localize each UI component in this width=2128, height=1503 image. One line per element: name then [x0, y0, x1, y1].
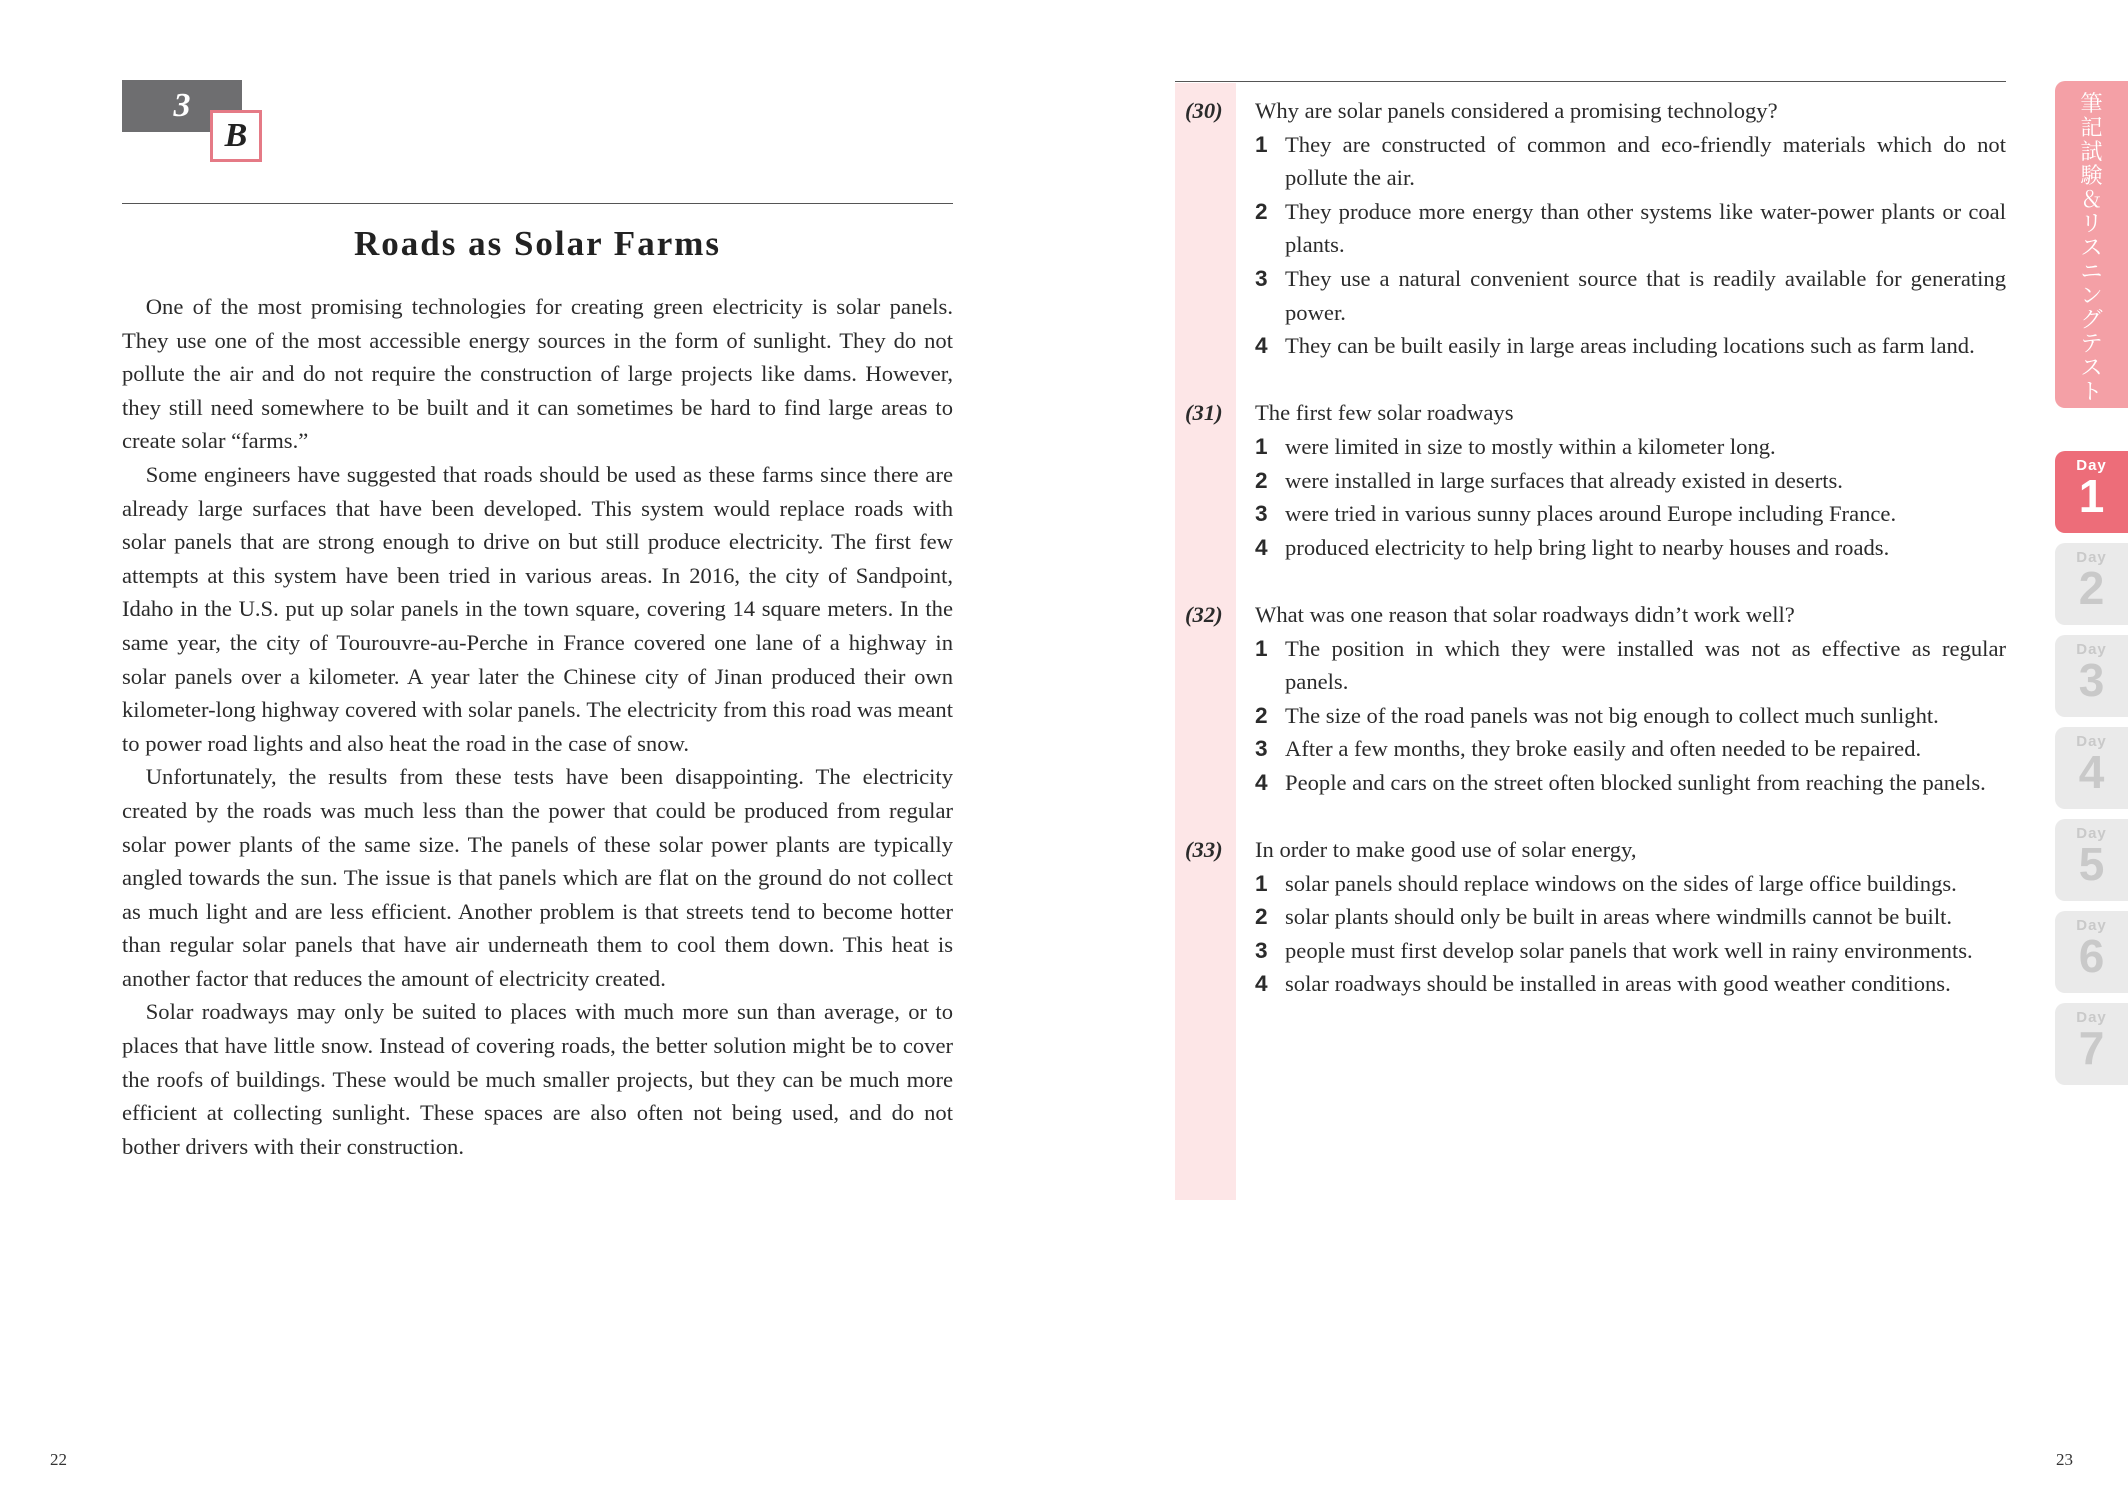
day-tab-label: Day [2076, 825, 2107, 842]
option-text: produced electricity to help bring light to nearby houses and roads. [1285, 534, 1890, 560]
answer-option[interactable] [1255, 497, 2006, 531]
option-number: 4 [1255, 534, 1268, 560]
option-number: 3 [1255, 501, 1268, 527]
article-paragraph: Solar roadways may only be suited to places with much more sun than average, or to places that have little snow. Instead of covering roads, the better solution might be to cover the roofs of buildings. These would be much smaller projects, but they can be much more efficient at collecting sunlight. These spaces are also often not being used, and do not bother drivers with their construction. [122, 999, 953, 1159]
day-tab-3[interactable] [2055, 635, 2128, 717]
day-tab-5[interactable] [2055, 819, 2128, 901]
option-number: 3 [1255, 265, 1268, 291]
side-tab-label: 筆記試験＆リスニングテスト [2080, 92, 2103, 405]
questions-top-divider [1175, 81, 2006, 82]
title-divider [122, 203, 953, 204]
option-number: 2 [1255, 198, 1268, 224]
option-number: 1 [1255, 433, 1268, 459]
answer-option[interactable] [1255, 632, 2006, 699]
option-text: The position in which they were installed was not as effective as regular panels. [1285, 635, 2006, 695]
day-tab-7[interactable] [2055, 1003, 2128, 1085]
section-side-tab[interactable] [2055, 81, 2128, 408]
day-tab-number: 7 [2078, 1022, 2105, 1074]
answer-option[interactable] [1255, 262, 2006, 329]
option-number: 1 [1255, 131, 1268, 157]
question-stem: What was one reason that solar roadways didn’t work well? [1255, 601, 1795, 627]
answer-option[interactable] [1255, 967, 2006, 1001]
day-tab-2[interactable] [2055, 543, 2128, 625]
option-number: 1 [1255, 635, 1268, 661]
option-number: 3 [1255, 736, 1268, 762]
day-tab-number: 2 [2078, 562, 2105, 614]
option-text: solar plants should only be built in areas where windmills cannot be built. [1285, 904, 1953, 930]
answer-option[interactable] [1255, 766, 2006, 800]
question-stem: In order to make good use of solar energy, [1255, 837, 1637, 863]
option-text: The size of the road panels was not big enough to collect much sunlight. [1285, 702, 1939, 728]
day-tab-number: 6 [2078, 930, 2105, 982]
question-stem: The first few solar roadways [1255, 400, 1514, 426]
section-number: 3 [173, 87, 191, 124]
day-tab-label: Day [2076, 733, 2107, 750]
day-tab-number: 1 [2078, 470, 2105, 522]
question-31 [1175, 396, 2006, 564]
option-text: People and cars on the street often blocked sunlight from reaching the panels. [1285, 769, 1986, 795]
article-title: Roads as Solar Farms [353, 224, 721, 263]
day-tab-label: Day [2076, 549, 2107, 566]
option-number: 1 [1255, 870, 1268, 896]
page-number-right: 23 [2056, 1450, 2073, 1469]
day-tab-4[interactable] [2055, 727, 2128, 809]
question-number: (33) [1185, 837, 1223, 863]
answer-option[interactable] [1255, 329, 2006, 363]
option-text: were limited in size to mostly within a kilometer long. [1285, 433, 1776, 459]
section-letter-badge: B [210, 110, 262, 162]
answer-option[interactable] [1255, 430, 2006, 464]
article-body [122, 290, 953, 1163]
option-text: solar panels should replace windows on the sides of large office buildings. [1285, 870, 1957, 896]
option-number: 2 [1255, 904, 1268, 930]
answer-option[interactable] [1255, 531, 2006, 565]
day-tab-label: Day [2076, 917, 2107, 934]
option-text: They use a natural convenient source that is readily available for generating power. [1285, 265, 2006, 325]
option-number: 4 [1255, 333, 1268, 359]
day-tab-label: Day [2076, 457, 2107, 474]
option-text: They can be built easily in large areas including locations such as farm land. [1285, 333, 1975, 359]
question-30 [1175, 94, 2006, 363]
answer-option[interactable] [1255, 732, 2006, 766]
option-number: 3 [1255, 937, 1268, 963]
article-paragraph: One of the most promising technologies for creating green electricity is solar panels. They use one of the most accessible energy sources in the form of sunlight. They do not pollute the air and do not require the construction of large projects like dams. However, they still need somewhere to be built and it can sometimes be hard to find large areas to create solar “farms.” [122, 294, 953, 454]
day-tab-6[interactable] [2055, 911, 2128, 993]
question-stem: Why are solar panels considered a promising technology? [1255, 98, 1778, 123]
question-number: (32) [1185, 601, 1223, 627]
day-tab-number: 5 [2078, 838, 2105, 890]
article-paragraph: Unfortunately, the results from these tests have been disappointing. The electricity created by the roads was much less than the power that could be produced from regular solar power plants of the same size. The panels of these solar power plants are typically angled towards the sun. The issue is that panels which are flat on the ground do not collect as much light and are less efficient. Another problem is that streets tend to become hotter than regular solar panels that have air underneath them to cool them down. This heat is another factor that reduces the amount of electricity created. [122, 764, 953, 991]
answer-option[interactable] [1255, 699, 2006, 733]
option-number: 2 [1255, 467, 1268, 493]
day-tab-number: 3 [2078, 654, 2105, 706]
article-paragraph: Some engineers have suggested that roads should be used as these farms since there are already large surfaces that have been developed. This system would replace roads with solar panels that are strong enough to drive on but still produce electricity. The first few attempts at this system have been tried in various areas. In 2016, the city of Sandpoint, Idaho in the U.S. put up solar panels in the town square, covering 14 square meters. In the same year, the city of Tourouvre-au-Perche in France covered one lane of a highway in solar panels over a kilometer. A year later the Chinese city of Jinan produced their own kilometer-long highway covered with solar panels. The electricity from this road was meant to power road lights and also heat the road in the case of snow. [122, 461, 953, 756]
option-text: After a few months, they broke easily and often needed to be repaired. [1285, 736, 1922, 762]
answer-option[interactable] [1255, 900, 2006, 934]
option-number: 4 [1255, 971, 1268, 997]
day-tab-1[interactable] [2055, 451, 2128, 533]
option-text: were tried in various sunny places around Europe including France. [1285, 501, 1897, 527]
question-number: (30) [1185, 98, 1223, 123]
option-text: people must first develop solar panels that work well in rainy environments. [1285, 937, 1973, 963]
day-tab-label: Day [2076, 1009, 2107, 1026]
option-text: solar roadways should be installed in areas with good weather conditions. [1285, 971, 1951, 997]
page-number-left: 22 [50, 1450, 67, 1469]
day-tab-label: Day [2076, 641, 2107, 658]
answer-option[interactable] [1255, 867, 2006, 901]
option-number: 4 [1255, 769, 1268, 795]
answer-option[interactable] [1255, 128, 2006, 195]
answer-option[interactable] [1255, 464, 2006, 498]
question-32 [1175, 598, 2006, 800]
question-list [1175, 94, 2006, 1035]
option-number: 2 [1255, 702, 1268, 728]
answer-option[interactable] [1255, 195, 2006, 262]
question-number: (31) [1185, 400, 1223, 426]
option-text: They produce more energy than other systems like water-power plants or coal plants. [1285, 198, 2006, 258]
option-text: were installed in large surfaces that already existed in deserts. [1285, 467, 1843, 493]
option-text: They are constructed of common and eco-friendly materials which do not pollute the air. [1285, 131, 2006, 191]
day-tab-number: 4 [2078, 746, 2105, 798]
answer-option[interactable] [1255, 934, 2006, 968]
question-33 [1175, 833, 2006, 1001]
